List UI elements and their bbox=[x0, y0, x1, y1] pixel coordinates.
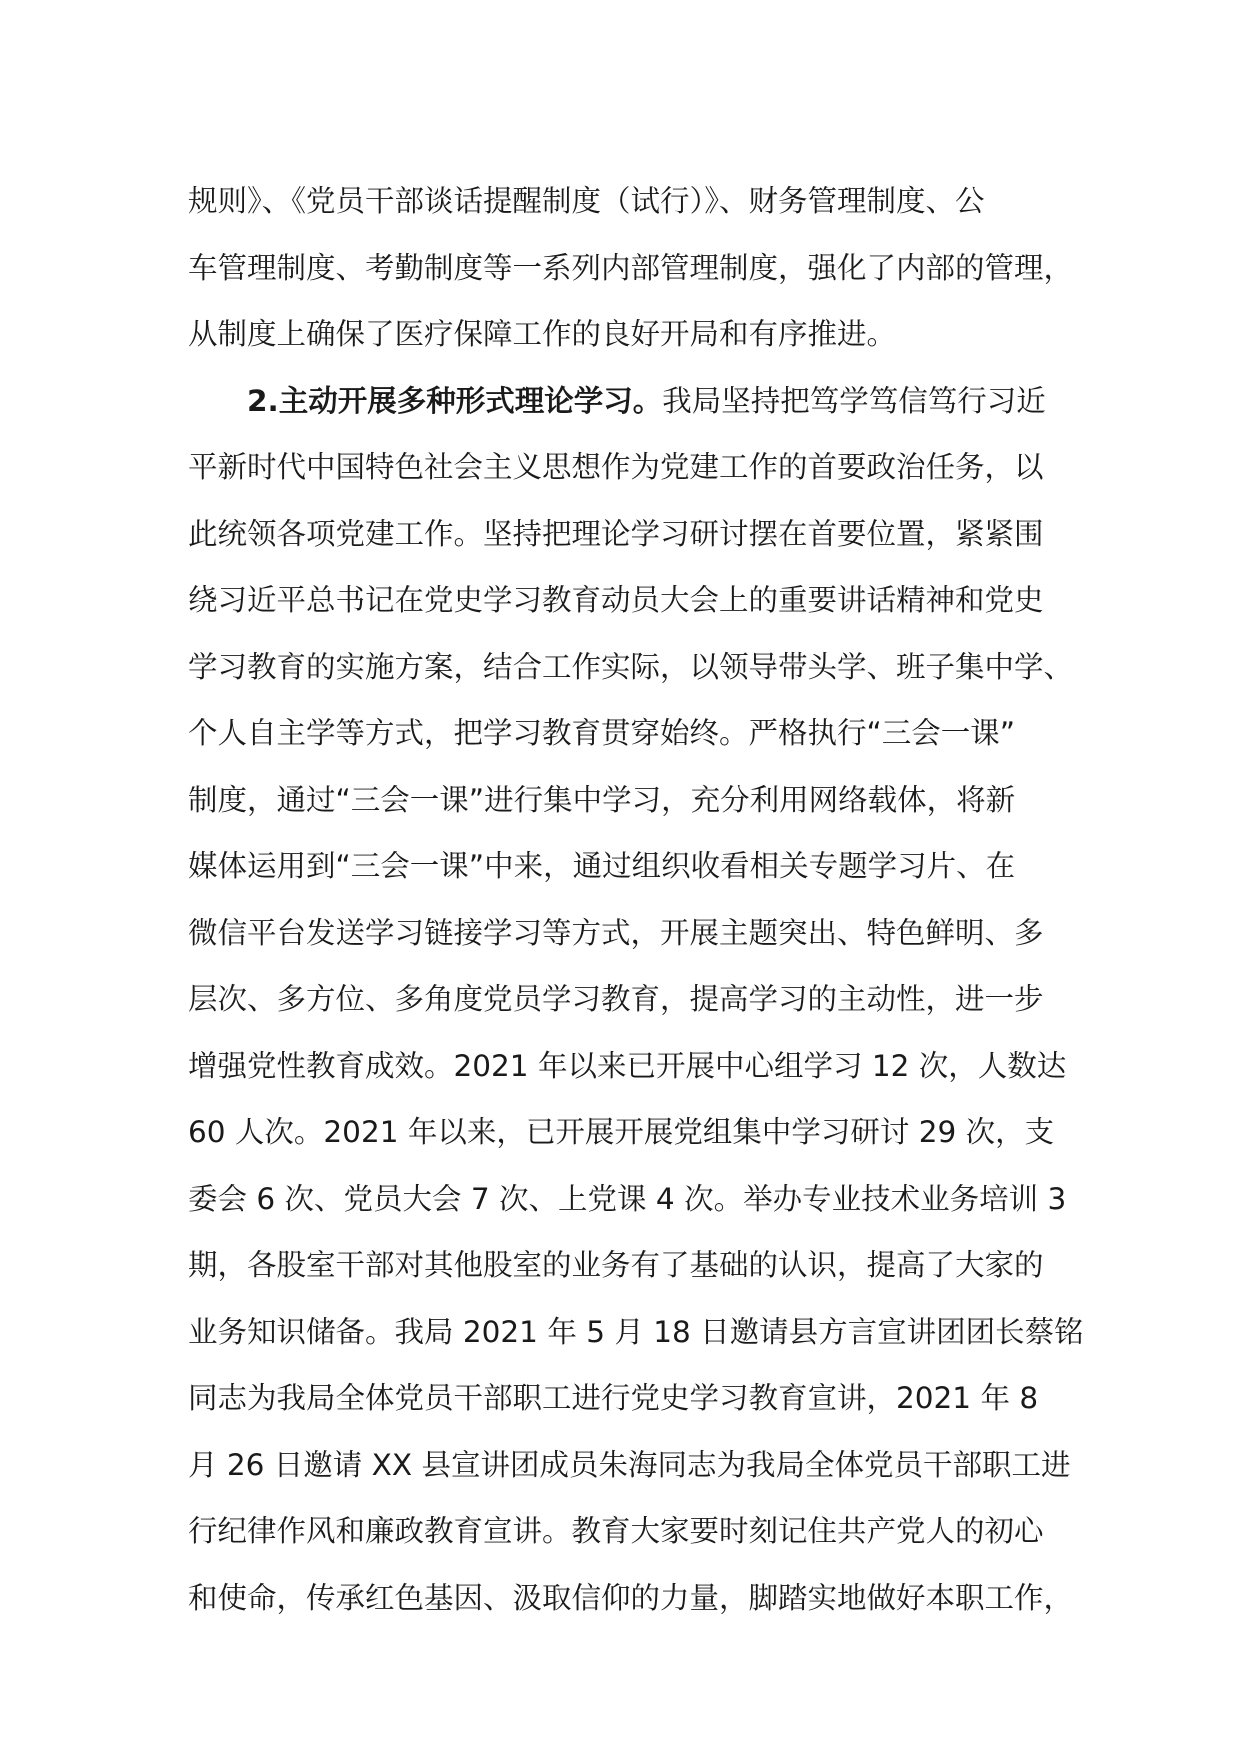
section-2-heading: 2.主动开展多种形式理论学习。 bbox=[247, 383, 663, 418]
paragraph-line: 期，各股室干部对其他股室的业务有了基础的认识，提高了大家的 bbox=[188, 1248, 1044, 1282]
paragraph-line: 增强党性教育成效。2021 年以来已开展中心组学习 12 次，人数达 bbox=[188, 1048, 1067, 1083]
paragraph-line: 此统领各项党建工作。坚持把理论学习研讨摆在首要位置，紧紧围 bbox=[188, 516, 1044, 551]
paragraph-line: 行纪律作风和廉政教育宣讲。教育大家要时刻记住共产党人的初心 bbox=[188, 1514, 1044, 1548]
paragraph-line: 媒体运用到“三会一课”中来，通过组织收看相关专题学习片、在 bbox=[188, 849, 1016, 883]
paragraph-line: 平新时代中国特色社会主义思想作为党建工作的首要政治任务，以 bbox=[188, 450, 1044, 484]
paragraph-line: 制度，通过“三会一课”进行集中学习，充分利用网络载体，将新 bbox=[188, 782, 1016, 817]
paragraph-line: 规则》、《党员干部谈话提醒制度（试行）》、财务管理制度、公 bbox=[188, 184, 985, 218]
section-2-first-line bbox=[188, 368, 1068, 435]
paragraph-line: 和使命，传承红色基因、汲取信仰的力量，脚踏实地做好本职工作， bbox=[188, 1580, 1074, 1615]
paragraph-line: 同志为我局全体党员干部职工进行党史学习教育宣讲，2021 年 8 bbox=[188, 1381, 1039, 1415]
paragraph-line: 从制度上确保了医疗保障工作的良好开局和有序推进。 bbox=[188, 317, 897, 351]
paragraph-line: 绕习近平总书记在党史学习教育动员大会上的重要讲话精神和党史 bbox=[188, 583, 1044, 617]
paragraph-line: 60 人次。2021 年以来，已开展开展党组集中学习研讨 29 次，支 bbox=[188, 1115, 1055, 1149]
paragraph-line: 个人自主学等方式，把学习教育贯穿始终。严格执行“三会一课” bbox=[188, 716, 1016, 750]
paragraph-line: 学习教育的实施方案，结合工作实际，以领导带头学、班子集中学、 bbox=[188, 649, 1074, 684]
paragraph-line: 层次、多方位、多角度党员学习教育，提高学习的主动性，进一步 bbox=[188, 982, 1044, 1016]
paragraph-line: 委会 6 次、党员大会 7 次、上党课 4 次。举办专业技术业务培训 3 bbox=[188, 1181, 1067, 1216]
paragraph-line: 车管理制度、考勤制度等一系列内部管理制度，强化了内部的管理， bbox=[188, 250, 1074, 285]
paragraph-line: 微信平台发送学习链接学习等方式，开展主题突出、特色鲜明、多 bbox=[188, 915, 1044, 950]
paragraph-line: 月 26 日邀请 XX 县宣讲团成员朱海同志为我局全体党员干部职工进 bbox=[188, 1447, 1071, 1482]
section-2-first-line-text: 我局坚持把笃学笃信笃行习近 bbox=[662, 383, 1046, 418]
paragraph-line: 业务知识储备。我局 2021 年 5 月 18 日邀请县方言宣讲团团长蔡铭 bbox=[188, 1314, 1084, 1349]
body-text bbox=[188, 168, 1084, 1631]
